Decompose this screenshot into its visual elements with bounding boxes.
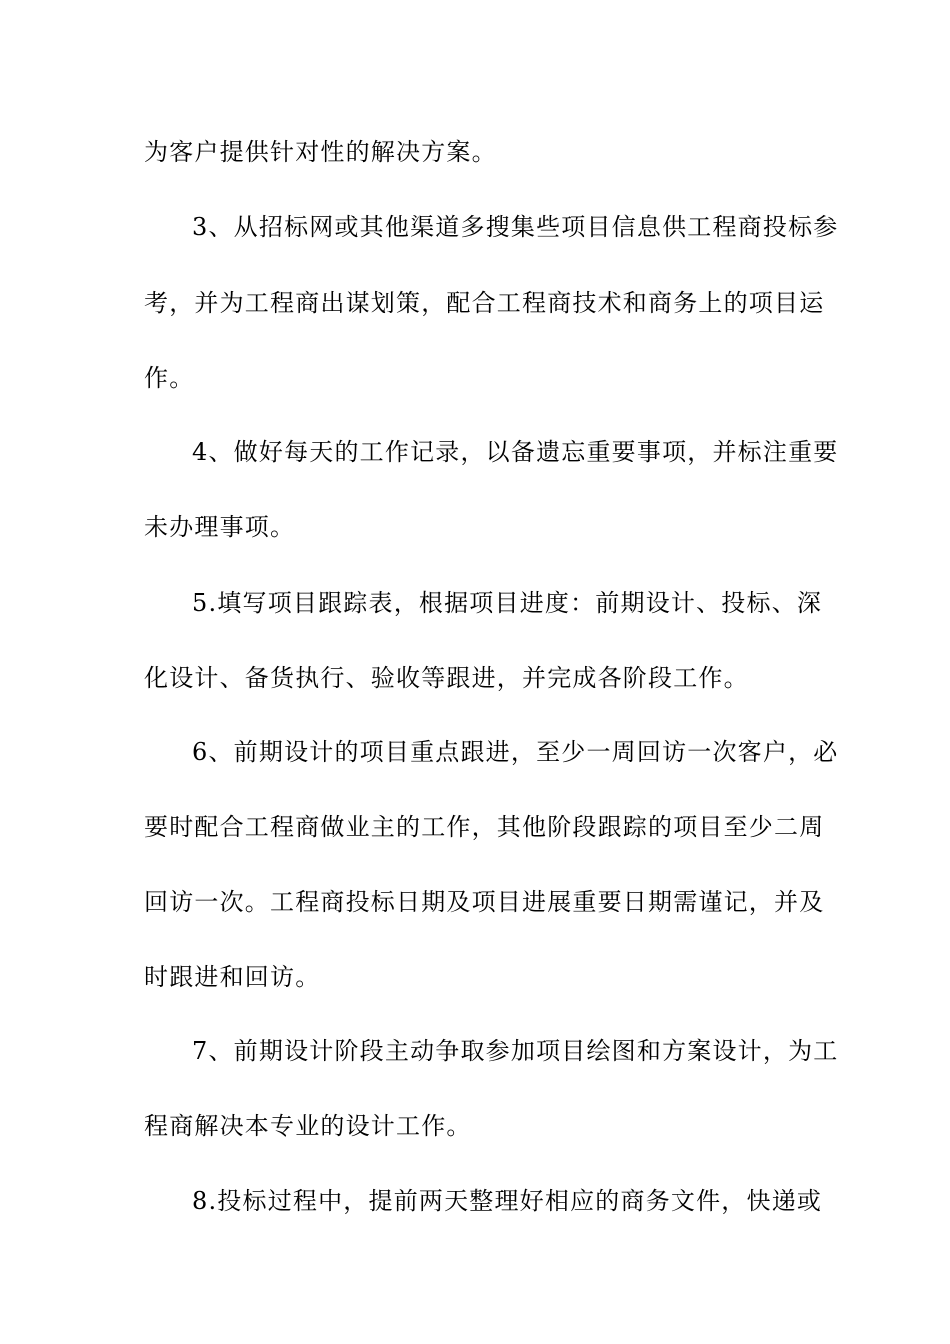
paragraph-line: 8.投标过程中，提前两天整理好相应的商务文件，快递或 [192, 1187, 823, 1215]
paragraph-line: 3、从招标网或其他渠道多搜集些项目信息供工程商投标参 [192, 213, 839, 241]
paragraph-line: 程商解决本专业的设计工作。 [144, 1112, 472, 1140]
paragraph-line: 时跟进和回访。 [144, 963, 321, 991]
paragraph-line: 7、前期设计阶段主动争取参加项目绘图和方案设计，为工 [192, 1037, 839, 1065]
paragraph-line: 化设计、备货执行、验收等跟进，并完成各阶段工作。 [144, 664, 749, 692]
paragraph-line: 作。 [144, 364, 195, 392]
paragraph-line: 为客户提供针对性的解决方案。 [144, 138, 497, 166]
paragraph-line: 5.填写项目跟踪表，根据项目进度：前期设计、投标、深 [192, 589, 823, 617]
paragraph-line: 未办理事项。 [144, 513, 296, 541]
paragraph-line: 考，并为工程商出谋划策，配合工程商技术和商务上的项目运 [144, 289, 825, 317]
paragraph-line: 4、做好每天的工作记录，以备遗忘重要事项，并标注重要 [192, 438, 839, 466]
paragraph-line: 6、前期设计的项目重点跟进，至少一周回访一次客户，必 [192, 738, 839, 766]
paragraph-line: 要时配合工程商做业主的工作，其他阶段跟踪的项目至少二周 [144, 813, 825, 841]
paragraph-line: 回访一次。工程商投标日期及项目进展重要日期需谨记，并及 [144, 888, 825, 916]
